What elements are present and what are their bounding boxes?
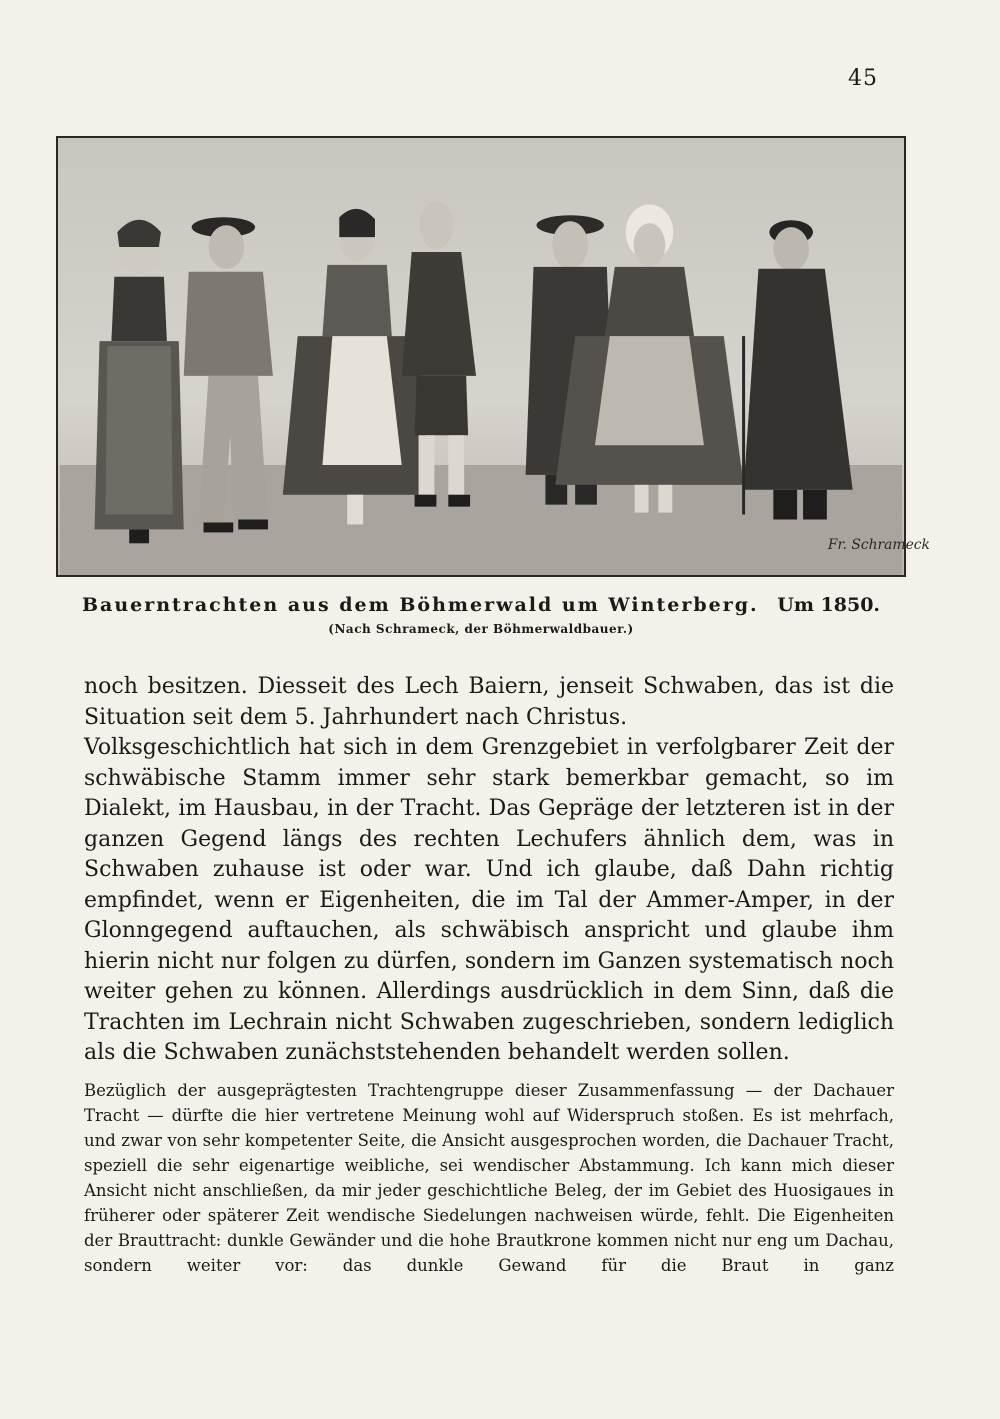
paragraph-2: Volksgeschichtlich hat sich in dem Grenzgebiet in verfolgbarer Zeit der schwäbische Stamm immer sehr stark bemerkbar gemacht, so im Dialekt, im Hausbau, in der Tracht. Das Gepräge der letzteren ist in der ganzen Gegend längs des rechten Lechufers ähnlich dem, was in Schwaben zuhause ist oder war. Und ich glaube, daß Dahn richtig empfindet, wenn er Eigenheiten, die im Tal der Ammer-Amper, in der Glonngegend auftauchen, als schwäbisch anspricht und glaube ihm hierin nicht nur folgen zu dürfen, sondern im Ganzen systematisch noch weiter gehen zu können. Allerdings ausdrücklich in dem Sinn, daß die Trachten im Lechrain nicht Schwaben zugeschrieben, sondern lediglich als die Schwaben zunächststehenden behandelt werden sollen. (84, 735, 894, 1065)
artist-signature: Fr. Schrameck (827, 537, 930, 554)
paragraph-1: noch besitzen. Diesseit des Lech Baiern, jenseit Schwaben, das ist die Situation seit dem 5. Jahrhundert nach Christus. (84, 674, 894, 730)
main-text (84, 672, 894, 1069)
costume-illustration (56, 136, 930, 577)
figure-elder (744, 220, 853, 519)
caption-source: (Nach Schrameck, der Böhmerwaldbauer.) (328, 622, 634, 636)
caption-year: Um 1850. (777, 594, 881, 616)
illustration-svg (58, 138, 930, 575)
page-number: 45 (848, 66, 878, 91)
caption-title: Bauerntrachten aus dem Böhmerwald um Winterberg. (81, 594, 759, 616)
figure-woman-1 (95, 220, 184, 544)
paragraph-small: Bezüglich der ausgeprägtesten Trachtengruppe dieser Zusammenfassung — der Dachauer Tracht — dürfte die hier vertretene Meinung wohl auf Widerspruch stoßen. Es ist mehrfach, und zwar von sehr kompetenter Seite, die Ansicht ausgesprochen worden, die Dachauer Tracht, speziell die sehr eigenartige weibliche, sei wendischer Abstammung. Ich kann mich dieser Ansicht nicht anschließen, da mir jeder geschichtliche Beleg, der im Gebiet des Huosigaues in früherer oder späterer Zeit wendische Siedelungen nachweisen würde, fehlt. Die Eigenheiten der Brauttracht: dunkle Gewänder und die hohe Brautkrone kommen nicht nur eng um Dachau, sondern weiter vor: das dunkle Gewand für die Braut in ganz (84, 1081, 894, 1275)
small-print-text (84, 1078, 894, 1278)
figure-caption (56, 594, 906, 616)
